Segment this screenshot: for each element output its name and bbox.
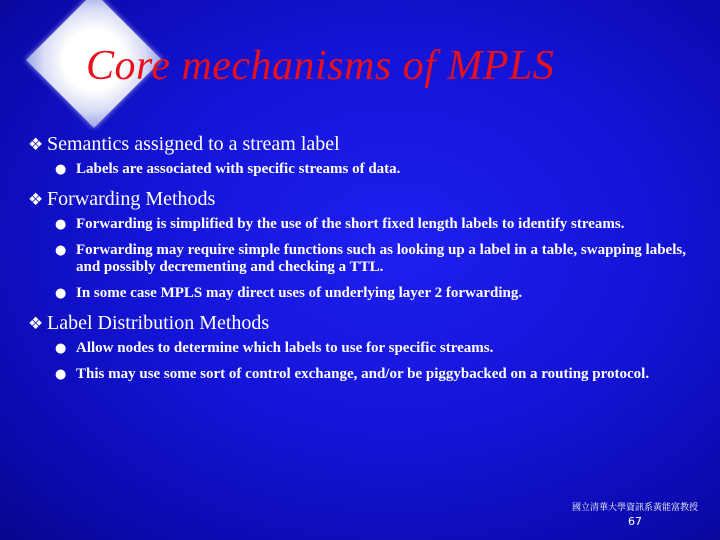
list-item-text: This may use some sort of control exchange, and/or be piggybacked on a routing protocol. xyxy=(76,366,650,382)
list-item-text: Labels are associated with specific streams of data. xyxy=(76,161,401,177)
round-bullet-icon: ● xyxy=(55,243,67,258)
list-item xyxy=(28,216,708,233)
list-item xyxy=(28,285,708,302)
list-item-text: Allow nodes to determine which labels to use for specific streams. xyxy=(76,340,494,356)
section-heading-semantics xyxy=(28,132,708,156)
page-number: 67 xyxy=(627,515,642,528)
section-heading-label-distribution xyxy=(28,311,708,335)
round-bullet-icon: ● xyxy=(55,341,67,356)
round-bullet-icon: ● xyxy=(55,162,67,177)
round-bullet-icon: ● xyxy=(55,367,67,382)
diamond-bullet-icon: ❖ xyxy=(28,135,44,155)
diamond-bullet-icon: ❖ xyxy=(28,314,44,334)
section-heading-text: Forwarding Methods xyxy=(47,188,216,210)
footer-department: 國立清華大學資訊系黃能富教授 xyxy=(571,503,698,513)
list-item-text: Forwarding may require simple functions such as looking up a label in a table, swapping labels, and possibly decrementing and checking a TTL. xyxy=(76,242,686,275)
section-heading-text: Label Distribution Methods xyxy=(47,312,270,334)
slide-title: Core mechanisms of MPLS xyxy=(86,43,555,89)
round-bullet-icon: ● xyxy=(55,286,67,301)
list-item xyxy=(28,340,708,357)
slide-footer xyxy=(572,502,698,530)
round-bullet-icon: ● xyxy=(55,217,67,232)
list-item xyxy=(28,161,708,178)
diamond-bullet-icon: ❖ xyxy=(28,190,44,210)
list-item-text: Forwarding is simplified by the use of the short fixed length labels to identify streams. xyxy=(76,216,625,232)
slide-body xyxy=(28,132,708,392)
section-heading-text: Semantics assigned to a stream label xyxy=(47,133,340,155)
list-item xyxy=(28,366,708,383)
section-heading-forwarding xyxy=(28,187,708,211)
list-item-text: In some case MPLS may direct uses of underlying layer 2 forwarding. xyxy=(76,285,523,301)
list-item xyxy=(28,242,708,276)
